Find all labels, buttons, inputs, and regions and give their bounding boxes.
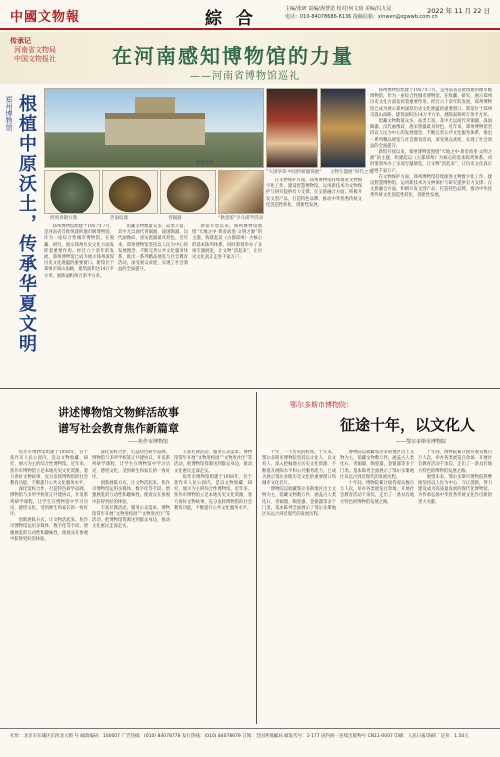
banner-tag: 传承记 <box>10 36 31 45</box>
feature-museum-name: 郑州博物馆 <box>5 96 13 131</box>
article1-column-2: 深化馆校合作，打造特色研学品牌。博物馆与多所学校签订共建协议，开发系列研学课程，让学生在博物馆中学习历史、感悟文化，受到师生和家长的一致好评。 创新展陈方式，让文物活起来。焦作市博物馆运用多媒体、数字化等手段，增强展览的互动性和趣味性，使观众在参观中获得更好的体验。 丰富社教活动，服务公众需求。博物馆常年开展“文物进校园”“文物进社区”等活动，把博物馆资源送到群众身边，推动文化惠民走深走实。 <box>92 450 170 530</box>
section-divider <box>0 388 500 389</box>
article1-kicker: 讲述博物馆文物鲜活故事 <box>58 406 179 419</box>
bronze-vessel-photo <box>102 170 158 214</box>
feature-column-5: 郑州博物馆始建于1957年7月，是河南省首批组建的地市级博物馆，作为一座综合性城市博物馆，在收藏、研究、展示郑州历史文化方面发挥着重要作用。经过六十余年的发展，郑州博物馆已成为展示郑州深厚历史文化底蕴的重要窗口。新馆位于郑州市嵩山南路，建筑面积达14万平方米，展陈面积两万余平方米。 馆藏文物数量众多，品类丰富，其中尤以商代青铜器、战国陶器、汉代画像砖、唐宋瓷器最具特色。近年来，郑州博物馆坚持以人民为中心的发展理念，不断完善公共文化服务体系，推出一系列精品展览与社会教育活动，深受观众欢迎，实现了社会效益的全面提升。 新馆开放以来，郑州博物馆围绕“天地之中·黄帝故里·文明之源”的主题，构建起以《古都郑州》为核心的基本陈列体系，同时策划举办了多项专题展览，让文物“活起来”，让历史文化真正走进千家万户。 在文物保护方面，郑州博物馆持续推进文物数字化工作，建设智慧博物馆，运用新技术为文物保护与研究提供有力支撑；在文旅融合方面，积极开发文创产品，打造特色品牌，推动中华优秀传统文化创造性转化、创新性发展。 <box>370 88 492 199</box>
feature-headline: 根植中原沃土，传承华夏文明 <box>16 94 37 354</box>
masthead-info <box>285 5 438 21</box>
banner-organizers <box>14 46 56 64</box>
masthead-contact: 电话：010-84078686-8136 投稿信箱：xinwen@zgwwb.com.cn <box>285 14 438 20</box>
museum-building <box>105 113 205 145</box>
feature-column-2: 馆藏文物数量众多，品类丰富，其中尤以商代青铜器、战国陶器、汉代画像砖、唐宋瓷器最具特色。近年来，郑州博物馆坚持以人民为中心的发展理念，不断完善公共文化服务体系，推出一系列精品展览与社会教育活动，深受观众欢迎，实现了社会效益的全面提升。 <box>118 224 188 273</box>
exhibit-photo <box>320 88 366 168</box>
organizer-2: 中国文物报社 <box>14 55 56 63</box>
article1-byline: ——焦作市博物馆 <box>128 439 169 445</box>
study-activity-photo <box>218 170 264 214</box>
article1-column-3: 丰富社教活动，服务公众需求。博物馆常年开展“文物进校园”“文物进社区”等活动，把博物馆资源送到群众身边，推动文化惠民走深走实。 焦作市博物馆组建于1958年，位于焦作市人民公园内，是以文物收藏、研究、展示为主的综合性博物馆。近年来，焦作市博物馆立足本地历史文化资源，着力讲好文物故事，充分发挥博物馆的社会教育功能，不断提升公共文化服务水平。 <box>174 450 252 511</box>
banner-subtitle: ——河南省博物馆巡礼 <box>190 71 300 82</box>
museum-exterior-photo <box>44 88 264 168</box>
page-footer: 社址：北京市东城区东四北大街 号 邮政编码：100007 广告热线：(010) 84078778 发行热线：(010) 84078679 订阅：全国各地邮局 邮发代号：1-177 国内统一连续出版物号 CN11-0007 印刷：人民日报印刷厂 定价：1.50元 <box>0 728 500 742</box>
article2-title: 征途十年，以文化人 <box>340 416 476 434</box>
newspaper-logo: 中國文物報 <box>10 10 81 25</box>
feature-column-4: 在文物保护方面，郑州博物馆持续推进文物数字化工作，建设智慧博物馆，运用新技术为文物保护与研究提供有力支撑；在文旅融合方面，积极开发文创产品，打造特色品牌，推动中华优秀传统文化创造性转化、创新性发展。 <box>266 178 362 208</box>
article1-title: 谱写社会教育焦作新篇章 <box>58 422 179 435</box>
caption-bronze2: 兽面纹鼎 <box>110 216 128 221</box>
caption-bronze1: 西周青铜方鼎 <box>50 216 77 221</box>
article2-column-1: 十年，一个历史的跨度。十年来，鄂尔多斯市博物院坚持以文化人、以文育人，深入挖掘地方历史文化资源，不断提升展陈水平和公共服务能力，已成为展示鄂尔多斯历史文化的重要窗口和城市文化名片。 博物院以收藏鄂尔多斯地区出土文物为主，馆藏文物数万件，涵盖古人类化石、青铜器、陶瓷器、金银器等多个门类。基本陈列全面展示了鄂尔多斯地区从远古到近现代的发展历程。 <box>262 450 336 518</box>
caption-people: “秋意浓”少儿研学活动 <box>218 216 264 221</box>
section-name: 綜 合 <box>205 9 257 29</box>
organizer-1: 河南省文物局 <box>14 46 56 54</box>
bronze-ding-photo <box>44 170 100 214</box>
article2-byline: ——鄂尔多斯市博物院 <box>396 439 447 445</box>
article2-column-2: 博物院以收藏鄂尔多斯地区出土文物为主，馆藏文物数万件，涵盖古人类化石、青铜器、陶瓷器、金银器等多个门类。基本陈列全面展示了鄂尔多斯地区从远古到近现代的发展历程。 十年间，博物院累计接待观众数百万人次，举办各类展览百余场，开展社会教育活动千余次，走出了一条具有地方特色的博物馆发展之路。 <box>340 450 414 505</box>
column-divider <box>256 392 257 724</box>
caption-shop: 文物专题展“时代之光” <box>330 170 376 175</box>
costume-exhibit-photo <box>266 88 318 168</box>
caption-museum: 新馆外景 <box>196 161 214 166</box>
article2-column-3: 十年间，博物院累计接待观众数百万人次，举办各类展览百余场，开展社会教育活动千余次，走出了一条具有地方特色的博物馆发展之路。 展望未来，鄂尔多斯市博物院将继续坚持以人民为中心，守正创新，努力建设成为高质量发展的现代化博物馆，为传承弘扬中华优秀传统文化作出新的更大贡献。 <box>418 450 492 505</box>
issue-date: 2022 年 11 月 22 日 <box>427 7 490 15</box>
masthead <box>0 0 500 30</box>
article2-kicker: 鄂尔多斯市博物院： <box>290 401 353 409</box>
article1-column-1: 焦作市博物馆组建于1958年，位于焦作市人民公园内，是以文物收藏、研究、展示为主的综合性博物馆。近年来，焦作市博物馆立足本地历史文化资源，着力讲好文物故事，充分发挥博物馆的社会教育功能，不断提升公共文化服务水平。 深化馆校合作，打造特色研学品牌。博物馆与多所学校签订共建协议，开发系列研学课程，让学生在博物馆中学习历史、感悟文化，受到师生和家长的一致好评。 创新展陈方式，让文物活起来。焦作市博物馆运用多媒体、数字化等手段，增强展览的互动性和趣味性，使观众在参观中获得更好的体验。 <box>10 450 88 542</box>
page-banner <box>0 32 500 84</box>
masthead-editors: 主编/张研 责编/海慧诺 校对/何文琦 美编/冯九星 <box>285 6 392 12</box>
bronze-artifact-photo <box>160 170 216 214</box>
feature-column-1: 郑州博物馆始建于1957年7月，是河南省首批组建的地市级博物馆，作为一座综合性城市博物馆，在收藏、研究、展示郑州历史文化方面发挥着重要作用。经过六十余年的发展，郑州博物馆已成为展示郑州深厚历史文化底蕴的重要窗口。新馆位于郑州市嵩山南路，建筑面积达14万平方米，展陈面积两万余平方米。 <box>44 224 114 279</box>
banner-title: 在河南感知博物馆的力量 <box>112 44 354 68</box>
feature-column-3: 新馆开放以来，郑州博物馆围绕“天地之中·黄帝故里·文明之源”的主题，构建起以《古都郑州》为核心的基本陈列体系，同时策划举办了多项专题展览，让文物“活起来”，让历史文化真正走进千家万户。 <box>192 224 262 261</box>
caption-bronze3: 青铜器 <box>168 216 182 221</box>
caption-dress: “大国华章·中国传统服饰展” <box>266 170 322 175</box>
